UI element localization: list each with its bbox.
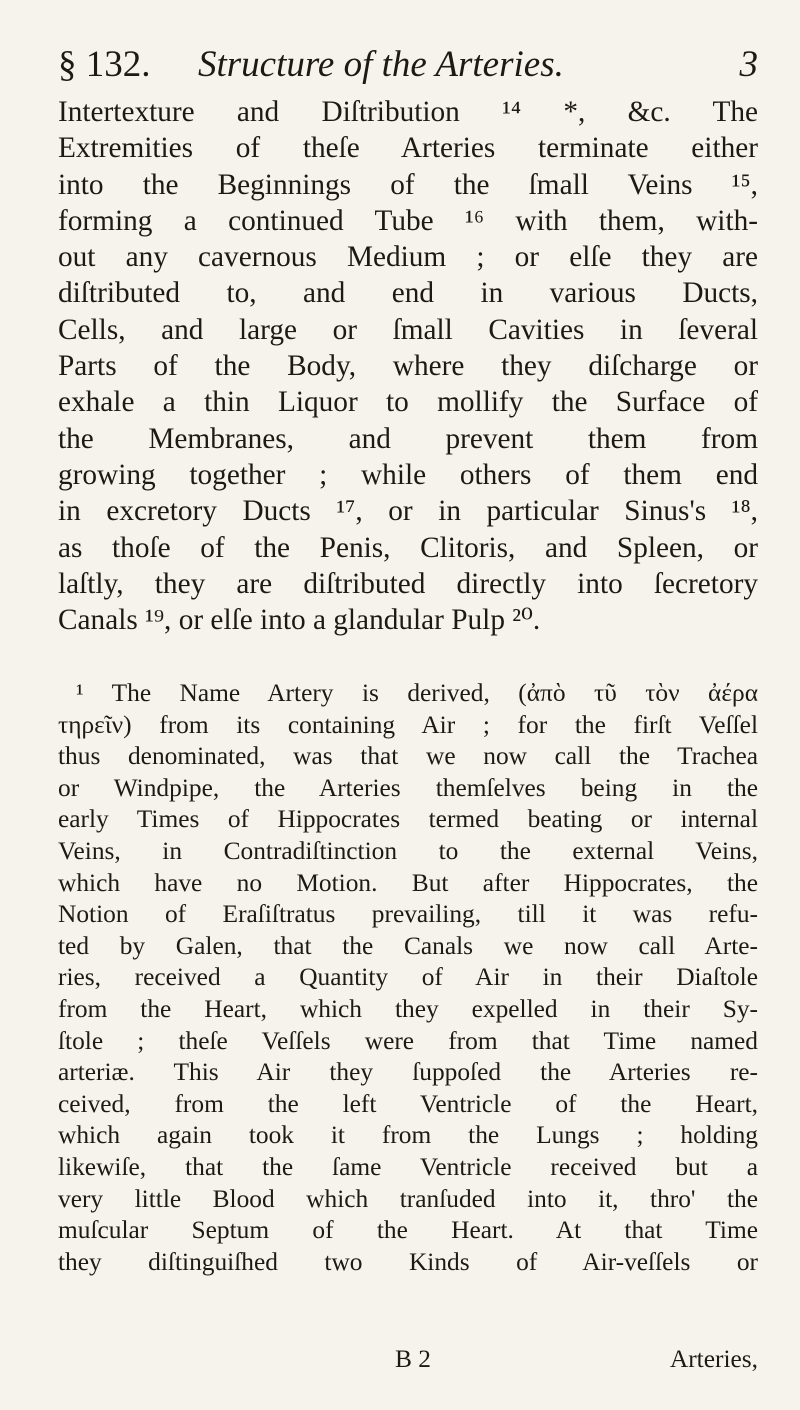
footnote-line: very little Blood which tranſuded into it, thro' the <box>58 1184 758 1213</box>
section-number: § 132. <box>58 44 151 85</box>
footnote <box>58 678 758 1278</box>
footnote-line: from the Heart, which they expelled in their Sy- <box>58 994 758 1023</box>
text-line: laſtly, they are diſtributed directly into ſecretory <box>58 567 758 600</box>
footnote-line: which again took it from the Lungs ; holding <box>58 1121 758 1150</box>
footnote-line: they diſtinguiſhed two Kinds of Air-veſſels or <box>58 1247 758 1276</box>
running-header <box>58 40 758 90</box>
text-line: Extremities of theſe Arteries terminate either <box>58 132 758 165</box>
text-line: Cells, and large or ſmall Cavities in ſeveral <box>58 313 758 346</box>
footnote-line: thus denominated, was that we now call the Trachea <box>58 742 758 771</box>
page-footer <box>58 1342 758 1376</box>
footnote-line: likewiſe, that the ſame Ventricle received but a <box>58 1152 758 1181</box>
text-line: Intertexture and Diſtribution ¹⁴ *, &c. The <box>58 96 758 128</box>
main-text <box>58 94 758 638</box>
signature-mark: B 2 <box>395 1345 431 1373</box>
footnote-line: or Windpipe, the Arteries themſelves being in the <box>58 773 758 802</box>
text-line: in excretory Ducts ¹⁷, or in particular Sinus's ¹⁸, <box>58 495 758 528</box>
text-line: into the Beginnings of the ſmall Veins ¹⁵, <box>58 168 758 201</box>
footnote-line: ries, received a Quantity of Air in their Diaſtole <box>58 963 758 992</box>
footnote-line: which have no Motion. But after Hippocrates, the <box>58 868 758 897</box>
footnote-line: ¹ The Name Artery is derived, (ἀπὸ τῦ τὸν ἀέρα <box>76 679 758 707</box>
text-line: exhale a thin Liquor to mollify the Surface of <box>58 386 758 419</box>
text-line: growing together ; while others of them end <box>58 458 758 491</box>
footnote-line: τηρεῖν) from its containing Air ; for the firſt Veſſel <box>58 710 758 739</box>
page-number: 3 <box>739 44 758 85</box>
footnote-line: ted by Galen, that the Canals we now call Arte- <box>58 931 758 960</box>
footnote-line: ceived, from the left Ventricle of the Heart, <box>58 1089 758 1118</box>
footnote-line: muſcular Septum of the Heart. At that Time <box>58 1216 758 1245</box>
catchword: Arteries, <box>669 1345 758 1373</box>
footnote-line: Veins, in Contradiſtinction to the external Veins, <box>58 836 758 865</box>
text-line: forming a continued Tube ¹⁶ with them, with- <box>58 204 758 237</box>
footnote-line: Notion of Eraſiſtratus prevailing, till it was refu- <box>58 900 758 929</box>
text-line: out any cavernous Medium ; or elſe they are <box>58 241 758 274</box>
footnote-line: early Times of Hippocrates termed beating or internal <box>58 805 758 834</box>
footnote-line: ſtole ; theſe Veſſels were from that Time named <box>58 1026 758 1055</box>
text-line: Parts of the Body, where they diſcharge or <box>58 350 758 383</box>
running-title: Structure of the Arteries. <box>198 44 564 85</box>
text-line: as thoſe of the Penis, Clitoris, and Spleen, or <box>58 531 758 564</box>
text-line: the Membranes, and prevent them from <box>58 422 758 455</box>
text-line: Canals ¹⁹, or elſe into a glandular Pulp ²⁰. <box>58 604 541 637</box>
footnote-line: arteriæ. This Air they ſuppoſed the Arteries re- <box>58 1058 758 1087</box>
text-line: diſtributed to, and end in various Ducts, <box>58 277 758 310</box>
